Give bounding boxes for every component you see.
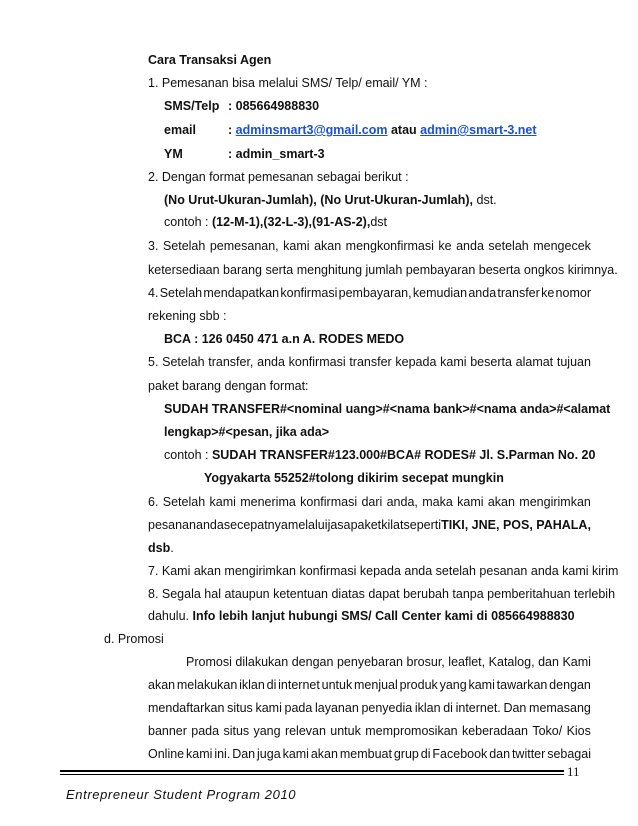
order-format — [164, 192, 497, 208]
contact-label-email: email — [164, 123, 196, 137]
contact-value-ym: : admin_smart-3 — [228, 147, 325, 161]
word: maka — [422, 495, 453, 509]
word: kami — [440, 355, 467, 369]
word: dari — [361, 495, 383, 509]
word: internet. — [455, 701, 501, 715]
word: produk — [399, 678, 438, 692]
step-3-line-1 — [148, 238, 591, 254]
word: banner — [148, 724, 187, 738]
example-tail: dst — [370, 215, 387, 229]
step-6-line-2 — [148, 517, 591, 533]
step-7-text: 7. Kami akan mengirimkan konfirmasi kepada anda setelah pesanan anda kami kirim — [148, 564, 619, 578]
word: pemesanan, — [209, 239, 279, 253]
word: Setelah — [162, 355, 205, 369]
word: situs — [227, 701, 253, 715]
step-1-text: 1. Pemesanan bisa melalui SMS/ Telp/ email/ YM : — [148, 76, 428, 90]
word: kami — [255, 701, 282, 715]
order-format-tail: dst. — [473, 193, 497, 207]
transfer-example — [164, 447, 595, 463]
footer-rule-thin — [60, 774, 564, 775]
order-example — [164, 214, 387, 230]
step-8-line-2-text: dahulu. — [148, 609, 193, 623]
word: Dan — [232, 747, 256, 761]
word: tawarkan — [496, 678, 548, 692]
step-4-line-1 — [148, 285, 591, 301]
promo-line-4 — [148, 723, 591, 739]
word: akan — [314, 239, 342, 253]
step-8-line-2 — [148, 608, 575, 624]
word: Dan — [503, 701, 527, 715]
word: kami — [457, 495, 484, 509]
word: melalui — [287, 518, 328, 532]
word: 3. — [148, 239, 159, 253]
word: yang — [439, 678, 467, 692]
word: grup — [393, 747, 419, 761]
word: keberadaan — [461, 724, 528, 738]
word: dilakukan — [235, 655, 289, 669]
word: anda — [196, 518, 224, 532]
word: transfer — [497, 286, 540, 300]
word: dengan — [549, 678, 591, 692]
word: kami — [468, 678, 495, 692]
word: konfirmasi — [300, 495, 358, 509]
word: mempromosikan — [365, 724, 458, 738]
word: pada — [284, 701, 313, 715]
word: Setelah — [162, 495, 206, 509]
section-heading: Cara Transaksi Agen — [148, 53, 272, 67]
word: Setelah — [162, 239, 206, 253]
courier-list: TIKI, JNE, POS, PAHALA, — [441, 518, 591, 532]
step-2-text: 2. Dengan format pemesanan sebagai berikut : — [148, 170, 409, 184]
word: anda, — [386, 495, 418, 509]
bank-account: BCA : 126 0450 471 a.n A. RODES MEDO — [164, 332, 405, 346]
word: Online — [148, 747, 185, 761]
contact-label-sms: SMS/Telp — [164, 99, 220, 113]
word: kami — [209, 495, 236, 509]
step-4-line-2: rekening sbb : — [148, 309, 227, 323]
word: Facebook — [432, 747, 488, 761]
word: Setelah — [159, 286, 203, 300]
promo-heading: d. Promosi — [104, 632, 164, 646]
word: 4. — [148, 286, 159, 300]
word: juga — [257, 747, 281, 761]
word: internet — [278, 678, 320, 692]
word: di — [420, 747, 431, 761]
word: 6. — [148, 495, 159, 509]
contact-value-sms: : 085664988830 — [228, 99, 320, 113]
word: konfirmasi — [288, 355, 346, 369]
word: membuat — [339, 747, 392, 761]
step-6-line-3 — [148, 540, 174, 556]
word: penyedia — [361, 701, 413, 715]
word: alamat — [515, 355, 554, 369]
word: brosur, — [406, 655, 445, 669]
email-link-gmail[interactable]: adminsmart3@gmail.com — [235, 123, 388, 137]
word: anda — [468, 286, 497, 300]
word: kilat — [381, 518, 404, 532]
word: kami — [186, 747, 213, 761]
word: akan — [487, 495, 515, 509]
word: di — [266, 678, 277, 692]
word: sebagai — [547, 747, 591, 761]
word: mengirimkan — [519, 495, 591, 509]
transfer-format-1: SUDAH TRANSFER#<nominal uang>#<nama bank>#<nama anda>#<alamat — [164, 402, 611, 416]
footer-text: Entrepreneur Student Program 2010 — [66, 787, 297, 802]
word: untuk — [321, 678, 353, 692]
step-5-line-1 — [148, 354, 591, 370]
word: secepatnya — [223, 518, 288, 532]
word: mendaftarkan — [148, 701, 225, 715]
word: beserta — [470, 355, 512, 369]
word: anda — [257, 355, 285, 369]
word: dengan — [291, 655, 334, 669]
word: transfer — [349, 355, 392, 369]
word: di — [443, 701, 453, 715]
word: iklan — [239, 678, 265, 692]
word: pembayaran, — [338, 286, 412, 300]
word: Toko/ — [532, 724, 563, 738]
word: konfirmasi — [280, 286, 338, 300]
word: ini. — [214, 747, 231, 761]
example-label: contoh : — [164, 448, 212, 462]
word: nomor — [555, 286, 591, 300]
step-5-line-2: paket barang dengan format: — [148, 379, 309, 393]
word: mendapatkan — [203, 286, 280, 300]
word: iklan — [414, 701, 441, 715]
word: kami — [282, 747, 309, 761]
word: Promosi — [186, 655, 232, 669]
word: transfer, — [208, 355, 254, 369]
word: mengecek — [533, 239, 591, 253]
word: anda — [456, 239, 484, 253]
promo-line-3 — [148, 700, 591, 716]
dsb-tail: . — [170, 541, 174, 555]
word: relevan — [284, 724, 326, 738]
word: kemudian — [412, 286, 468, 300]
promo-line-5 — [148, 746, 591, 762]
word: situs — [223, 724, 250, 738]
word: setelah — [488, 239, 529, 253]
word: Kami — [562, 655, 591, 669]
word: 5. — [148, 355, 159, 369]
contact-value-email — [228, 122, 537, 138]
word: ke — [438, 239, 452, 253]
transfer-format-2: lengkap>#<pesan, jika ada> — [164, 425, 330, 439]
word: leaflet, — [448, 655, 486, 669]
word: layanan — [314, 701, 359, 715]
word: menjual — [354, 678, 398, 692]
call-center-info: Info lebih lanjut hubungi SMS/ Call Center kami di 085664988830 — [192, 609, 575, 623]
footer-rule-thick — [60, 770, 564, 772]
word: paket — [350, 518, 382, 532]
word: menerima — [240, 495, 296, 509]
promo-line-1 — [186, 654, 591, 670]
word: pesanan — [148, 518, 196, 532]
word: pada — [191, 724, 220, 738]
word: dan — [489, 747, 511, 761]
step-3-line-2: ketersediaan barang serta menghitung jumlah pembayaran beserta ongkos kirimnya. — [148, 263, 618, 277]
promo-line-2 — [148, 677, 591, 693]
transfer-example-2: Yogyakarta 55252#tolong dikirim secepat mungkin — [204, 471, 504, 485]
word: mengkonfirmasi — [345, 239, 434, 253]
word: untuk — [330, 724, 361, 738]
word: kepada — [395, 355, 437, 369]
word: dan — [538, 655, 559, 669]
word: seperti — [403, 518, 442, 532]
email-link-smart3[interactable]: admin@smart-3.net — [420, 123, 537, 137]
word: memasang — [529, 701, 591, 715]
word: jasa — [327, 518, 351, 532]
word: akan — [148, 678, 176, 692]
word: ke — [541, 286, 555, 300]
word: penyebaran — [336, 655, 404, 669]
transfer-example-bold: SUDAH TRANSFER#123.000#BCA# RODES# Jl. S.Parman No. 20 — [211, 448, 596, 462]
example-bold: (12-M-1),(32-L-3),(91-AS-2), — [211, 215, 371, 229]
page-number: 11 — [567, 764, 580, 779]
word: melakukan — [176, 678, 238, 692]
word: tujuan — [556, 355, 591, 369]
order-format-bold: (No Urut-Ukuran-Jumlah), (No Urut-Ukuran-Jumlah), — [164, 193, 474, 207]
contact-label-ym: YM — [164, 147, 183, 161]
step-6-line-1 — [148, 494, 591, 510]
word: Katalog, — [488, 655, 535, 669]
word: kami — [283, 239, 310, 253]
word: Kios — [566, 724, 591, 738]
step-8-line-1: 8. Segala hal ataupun ketentuan diatas dapat berubah tanpa pemberitahuan terlebih — [148, 587, 616, 601]
dsb-bold: dsb — [148, 541, 171, 555]
or-word: atau — [390, 123, 417, 137]
colon: : — [228, 123, 233, 137]
word: twitter — [511, 747, 546, 761]
word: akan — [310, 747, 338, 761]
example-label: contoh : — [164, 215, 212, 229]
word: yang — [253, 724, 281, 738]
